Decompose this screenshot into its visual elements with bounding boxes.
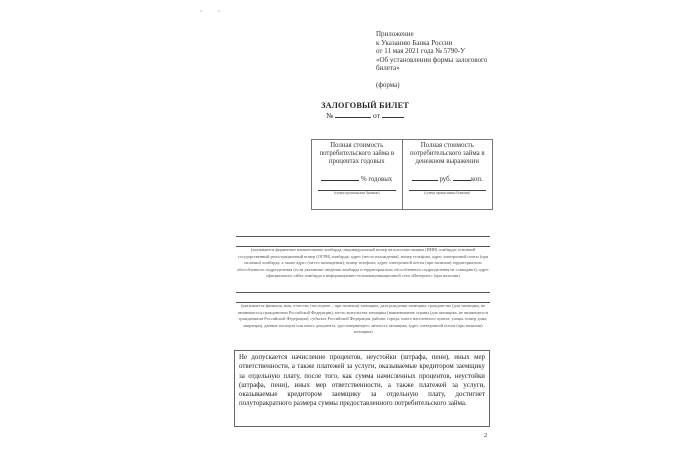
interest-limit-notice: Не допускается начисление процентов, неустойки (штрафа, пени), иных мер ответственности, а также платежей за услуги, оказываемые кредитором заемщику за отдельную плату, после того, как сумма начисленных процентов, неустойки (штрафа, пени), иных мер ответственности, а также платежей за услуги, оказываемые кредитором заемщику за отдельную плату, достигнет полуторакратного размера суммы предоставленного потребительского займа.: [234, 350, 490, 427]
ticket-number-blank[interactable]: [335, 111, 371, 118]
date-prefix: от: [373, 111, 380, 120]
ticket-date-blank[interactable]: [382, 111, 404, 118]
ticket-number-line: [300, 111, 430, 120]
scan-speck: [200, 10, 202, 12]
cost-percent-fill: [314, 174, 400, 184]
cost-money-heading: Полная стоимость потребительского займа в денежном выражении: [409, 142, 485, 165]
number-sign: №: [326, 111, 334, 120]
cost-money-fill: [405, 174, 491, 184]
appendix-line: от 11 мая 2021 года № 5790-У: [376, 47, 466, 56]
cost-money-cell: [402, 140, 493, 209]
scan-speck: [218, 10, 220, 12]
loan-cost-table: [311, 139, 493, 210]
appendix-line: «Об установлении формы залогового: [376, 55, 488, 64]
percent-value-blank[interactable]: [321, 174, 359, 181]
page-number: 2: [484, 432, 488, 439]
percent-words-caption: (сумма прописными буквами): [333, 191, 380, 196]
cost-percent-cell: [312, 140, 402, 209]
form-label: (форма): [376, 80, 400, 89]
cost-percent-heading: Полная стоимость потребительского займа в процентах годовых: [319, 142, 395, 165]
appendix-line: Приложение: [376, 30, 414, 38]
rub-unit: руб.: [439, 176, 452, 184]
pawnshop-caption: (указывается фирменное наименование ломбарда; индивидуальный номер налогоплательщика (ИНН) ломбарда; основной государственный регистрационный номер (ОГРН) ломбарда; адрес (место нахождения), номер телефона, адрес электронной почты (при наличии) ломбарда, а также адрес (место нахождения), номер телефона, адрес электронной почты (при наличии) территориально обособленного подразделения (если указанные сведения ломбарда и территориально обособленного подразделения не совпадают); адрес официального сайта ломбарда в информационно-телекоммуникационной сети «Интернет» (при наличии): [237, 247, 489, 279]
appendix-line: к Указанию Банка России: [376, 38, 453, 47]
borrower-caption: (указывается фамилия, имя, отчество (последнее – при наличии) заемщика, дата рождения заемщика, гражданство (для заемщика, не являющегося гражданином Российской Федерации), место жительства заемщика (наименование страны (для заемщика, не являющегося гражданином Российской Федерации), субъекта Российской Федерации, района, города, иного населенного пункта, улицы, номер дома, квартиры), данные паспорта или иного документа, удостоверяющего личность заемщика, адрес электронной почты (при наличии) заемщика): [237, 303, 489, 335]
appendix-header: [376, 30, 526, 90]
pawnshop-blank-line-1[interactable]: [236, 236, 490, 237]
document-title: ЗАЛОГОВЫЙ БИЛЕТ: [321, 101, 409, 110]
rub-value-blank[interactable]: [412, 174, 438, 181]
kop-value-blank[interactable]: [453, 174, 471, 181]
kop-unit: коп.: [470, 176, 483, 184]
money-words-caption: (сумма прописными буквами): [424, 191, 471, 196]
appendix-line: билета»: [376, 64, 400, 73]
borrower-blank-line-1[interactable]: [236, 292, 490, 293]
percent-unit: % годовых: [360, 176, 393, 184]
